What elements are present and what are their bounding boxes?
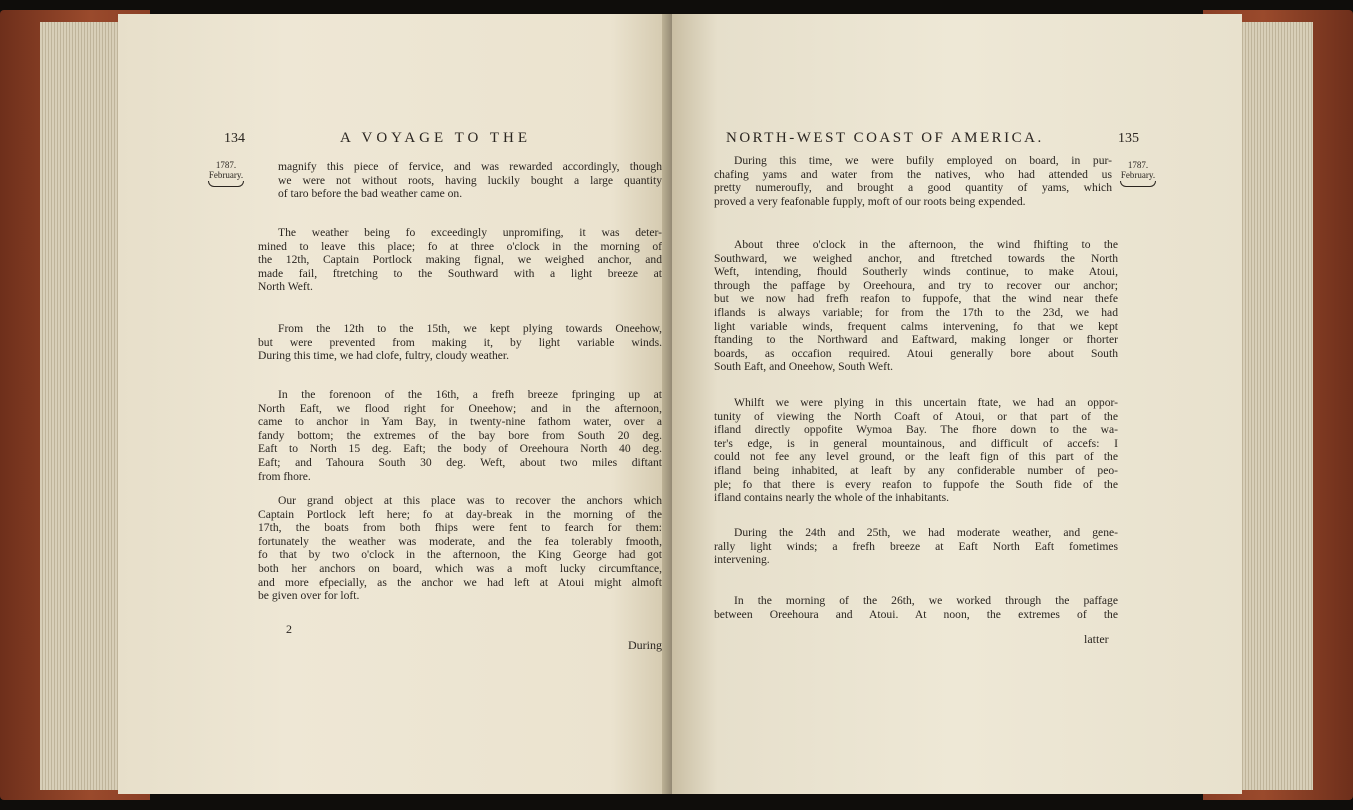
text-line: ifland being inhabited, at leaft by any confiderable number of peo- [714,463,1118,477]
text-line: iflands is always variable; for from the 17th to the 23d, we had [714,305,1118,319]
margin-month: February. [1120,170,1156,180]
text-line: In the forenoon of the 16th, a frefh breeze fpringing up at [278,388,662,401]
text-line: ifland directly oppofite Wymoa Bay. The fhore down to the wa- [714,423,1118,437]
text-line: Whilft we were plying in this uncertain ftate, we had an oppor- [734,396,1118,409]
text-line: The weather being fo exceedingly unpromifing, it was deter- [278,226,662,239]
margin-note [204,160,248,187]
page-number: 135 [1118,131,1139,146]
text-line: South Eaft, and Oneehow, South Weft. [714,360,894,374]
text-line: From the 12th to the 15th, we kept plying towards Oneehow, [278,322,662,335]
text-line: rally light winds; a frefh breeze at Eaft North Eaft fometimes [714,539,1118,553]
paragraph-1 [714,154,1112,208]
paragraph-3 [714,396,1118,505]
text-line: pretty numeroufly, and brought a good quantity of yams, which [714,181,1112,195]
paragraph-4 [714,526,1118,567]
text-line: North Eaft, we flood right for Oneehow; and in the afternoon, [258,401,662,415]
text-line: During this time, we were bufily employed on board, in pur- [734,154,1112,167]
text-line: both her anchors on board, which was a moft lucky circumftance, [258,561,662,575]
catchword: During [628,638,662,652]
text-line: Captain Portlock left here; fo at day-break in the morning of the [258,507,662,521]
text-line: During this time, we had clofe, fultry, cloudy weather. [258,349,510,363]
text-line: mined to leave this place; fo at three o'clock in the morning of [258,239,662,253]
text-line: of taro before the bad weather came on. [278,187,463,201]
text-line: ifland contains nearly the whole of the inhabitants. [714,491,950,505]
text-line: Eaft; and Tahoura South 30 deg. Weft, about two miles diftant [258,455,662,469]
text-line: from fhore. [258,469,311,483]
text-line: Our grand object at this place was to recover the anchors which [278,494,662,507]
text-line: In the morning of the 26th, we worked through the paffage [734,594,1118,607]
text-line: boards, as occafion required. Atoui generally bore about South [714,346,1118,360]
text-line: through the paffage by Oreehoura, and try to recover our anchor; [714,278,1118,292]
paragraph-3 [258,322,662,363]
text-line: but we now had frefh reafon to fuppofe, that the wind near thefe [714,292,1118,306]
text-line: proved a very feafonable fupply, moft of our roots being expended. [714,194,1026,208]
right-page [672,14,1242,794]
signature-mark: 2 [286,622,292,636]
left-page-edges [40,22,125,790]
text-line: but were prevented from making it, by light variable winds. [258,335,662,349]
text-line: Weft, intending, fhould Southerly winds continue, to make Atoui, [714,265,1118,279]
text-line: between Oreehoura and Atoui. At noon, the extremes of the [714,607,1118,621]
text-line: ftanding to the Northward and Eaftward, making longer or fhorter [714,333,1118,347]
text-line: North Weft. [258,280,313,294]
margin-brace [1120,181,1156,187]
margin-year: 1787. [215,160,237,170]
text-line: tunity of viewing the North Coaft of Atoui, or that part of the [714,409,1118,423]
running-head: A VOYAGE TO THE [340,130,531,146]
text-line: During the 24th and 25th, we had moderate weather, and gene- [734,526,1118,539]
text-line: the 12th, Captain Portlock making fignal, we weighed anchor, and [258,253,662,267]
text-line: fo that by two o'clock in the afternoon, the King George had got [258,548,662,562]
catchword: latter [1084,632,1109,646]
margin-note [1116,160,1160,187]
text-line: 17th, the boats from both fhips were fent to fearch for them: [258,521,662,535]
text-line: chafing yams and water from the natives, who had attended us [714,167,1112,181]
text-line: intervening. [714,553,770,567]
text-line: ter's edge, is in general mountainous, and difficult of accefs: I [714,436,1118,450]
text-line: light variable winds, frequent calms intervening, fo that we kept [714,319,1118,333]
page-number: 134 [224,131,245,146]
text-line: ple; fo that there is every reafon to fuppofe the South fide of the [714,477,1118,491]
text-line: fortunately the weather was moderate, and the fea tolerably fmooth, [258,534,662,548]
margin-year: 1787. [1127,160,1149,170]
text-line: came to anchor in Yam Bay, in twenty-nine fathom water, over a [258,415,662,429]
margin-brace [208,181,244,187]
text-line: About three o'clock in the afternoon, the wind fhifting to the [734,238,1118,251]
text-line: fandy bottom; the extremes of the bay bore from South 20 deg. [258,428,662,442]
paragraph-5 [258,494,662,603]
text-line: be given over for loft. [258,589,360,603]
text-line: and more efpecially, as the anchor we had left at Atoui might almoft [258,575,662,589]
paragraph-4 [258,388,662,483]
paragraph-2 [714,238,1118,374]
text-line: made fail, ftretching to the Southward with a light breeze at [258,266,662,280]
text-line: we were not without roots, having luckily bought a large quantity [278,173,662,187]
text-line: could not fee any level ground, or the leaft fign of this part of the [714,450,1118,464]
running-head: NORTH-WEST COAST OF AMERICA. [726,130,1044,146]
paragraph-5 [714,594,1118,621]
text-line: Eaft to North 15 deg. Eaft; the body of Oreehoura North 40 deg. [258,442,662,456]
margin-month: February. [208,170,244,180]
paragraph-2 [258,226,662,294]
text-line: Southward, we weighed anchor, and ftretched towards the North [714,251,1118,265]
text-line: magnify this piece of fervice, and was rewarded accordingly, though [278,160,662,173]
paragraph-1 [278,160,662,201]
left-page [118,14,678,794]
